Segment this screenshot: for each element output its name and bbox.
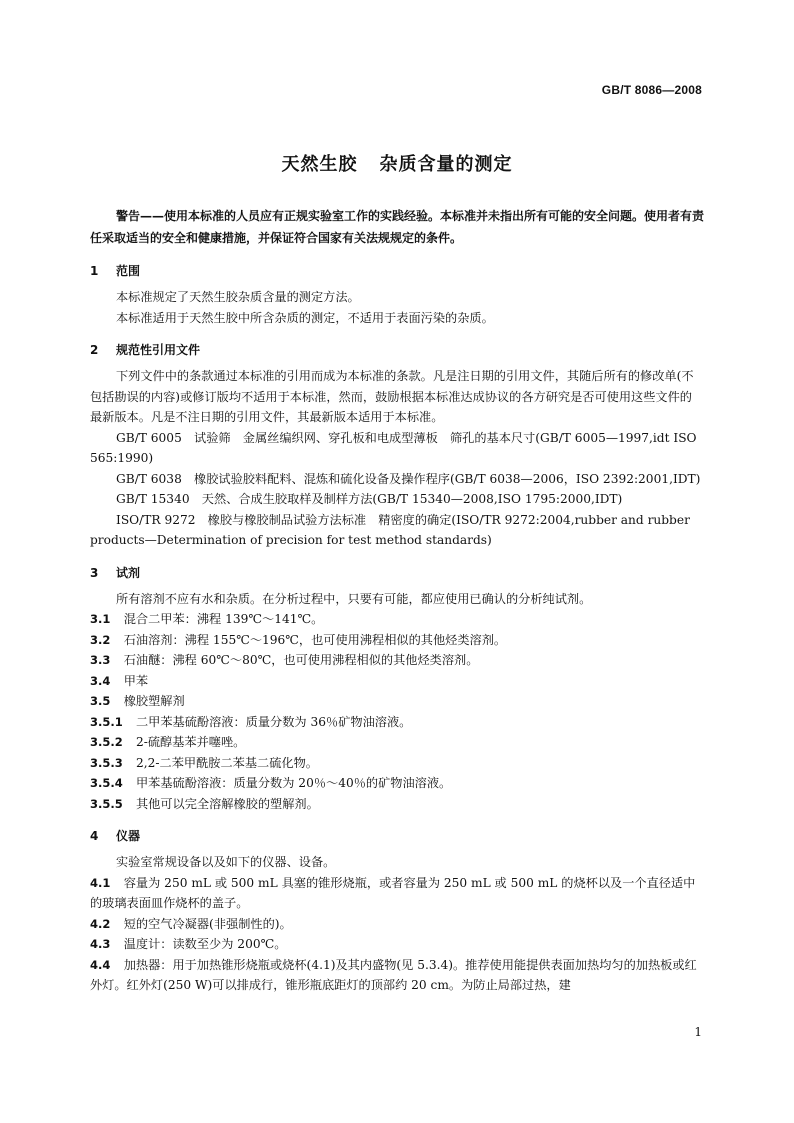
section-number: 1 [90, 264, 99, 278]
paragraph: 本标准适用于天然生胶中所含杂质的测定，不适用于表面污染的杂质。 [116, 310, 494, 325]
item-number: 4.4 [90, 957, 111, 972]
item-text: 混合二甲苯：沸程 139℃～141℃。 [123, 612, 324, 626]
list-item [90, 934, 704, 955]
reference-item: GB/T 15340 天然、合成生胶取样及制样方法(GB/T 15340—2008,ISO 1795:2000,IDT) [116, 492, 623, 506]
item-number: 3.3 [90, 653, 111, 667]
item-text: 加热器：用于加热锥形烧瓶或烧杯(4.1)及其内盛物(见 5.3.4)。推荐使用能提供表面加热均匀的加热板或红外灯。红外灯(250 W)可以排成行，锥形瓶底距灯的顶部约 20 cm。为防止局部过热，建 [90, 957, 697, 992]
item-text: 甲苯基硫酚溶液：质量分数为 20％～40％的矿物油溶液。 [136, 776, 452, 790]
item-text: 短的空气冷凝器(非强制性的)。 [123, 916, 292, 931]
reference-item: GB/T 6005 试验筛 金属丝编织网、穿孔板和电成型薄板 筛孔的基本尺寸(GB/T 6005—1997,idt ISO 565:1990) [90, 430, 697, 465]
item-text: 石油醚：沸程 60℃～80℃，也可使用沸程相似的其他烃类溶剂。 [123, 653, 479, 667]
item-text: 石油溶剂：沸程 155℃～196℃，也可使用沸程相似的其他烃类溶剂。 [123, 632, 507, 647]
list-item [90, 773, 704, 794]
item-number: 4.1 [90, 875, 111, 890]
paragraph: 本标准规定了天然生胶杂质含量的测定方法。 [116, 290, 360, 304]
item-number: 3.5.1 [90, 714, 123, 729]
section-number: 3 [90, 565, 99, 580]
item-text: 2,2-二苯甲酰胺二苯基二硫化物。 [136, 755, 318, 770]
section-heading-1 [90, 262, 704, 280]
list-item [90, 712, 704, 733]
section-title: 试剂 [116, 565, 141, 580]
document-body [90, 205, 704, 996]
item-number: 3.5.2 [90, 735, 123, 749]
item-number: 3.2 [90, 632, 111, 647]
title-part2: 杂质含量的测定 [379, 154, 513, 175]
section-title: 规范性引用文件 [116, 343, 201, 357]
item-number: 4.3 [90, 937, 111, 951]
item-number: 3.5 [90, 694, 111, 708]
section-number: 2 [90, 343, 99, 357]
section-number: 4 [90, 829, 99, 843]
paragraph: 实验室常规设备以及如下的仪器、设备。 [116, 855, 336, 869]
paragraph: 下列文件中的条款通过本标准的引用而成为本标准的条款。凡是注日期的引用文件，其随后所有的修改单(不包括勘误的内容)或修订版均不适用于本标准，然而，鼓励根据本标准达成协议的各方研究是否可使用这些文件的最新版本。凡是不注日期的引用文件，其最新版本适用于本标准。 [90, 369, 694, 424]
item-text: 其他可以完全溶解橡胶的塑解剂。 [136, 796, 319, 811]
section-title: 范围 [116, 264, 141, 278]
item-number: 3.5.4 [90, 776, 123, 790]
standard-number: GB/T 8086—2008 [601, 83, 702, 97]
section-title: 仪器 [116, 829, 141, 843]
list-item [90, 873, 704, 914]
list-item [90, 914, 704, 935]
item-text: 2-硫醇基苯并噻唑。 [136, 735, 246, 749]
reference-item: GB/T 6038 橡胶试验胶料配料、混炼和硫化设备及操作程序(GB/T 6038—2006，ISO 2392:2001,IDT) [116, 471, 701, 486]
reference-item: ISO/TR 9272 橡胶与橡胶制品试验方法标准 精密度的确定(ISO/TR 9272:2004,rubber and rubber products—Determination of precision for test method standards) [90, 512, 690, 547]
page-number: 1 [694, 1025, 702, 1039]
title-part1: 天然生胶 [281, 154, 358, 175]
list-item [90, 753, 704, 774]
paragraph: 所有溶剂不应有水和杂质。在分析过程中，只要有可能，都应使用已确认的分析纯试剂。 [116, 591, 592, 606]
page-title [0, 150, 794, 176]
item-number: 3.1 [90, 612, 111, 626]
item-number: 4.2 [90, 916, 111, 931]
section-heading-4 [90, 827, 704, 845]
list-item [90, 650, 704, 671]
item-text: 温度计：读数至少为 200℃。 [123, 937, 287, 951]
list-item [90, 630, 704, 651]
item-number: 3.5.3 [90, 755, 123, 770]
warning-text: 警告——使用本标准的人员应有正规实验室工作的实践经验。本标准并未指出所有可能的安全问题。使用者有责任采取适当的安全和健康措施，并保证符合国家有关法规规定的条件。 [90, 209, 705, 245]
item-number: 3.5.5 [90, 796, 123, 811]
list-item [90, 691, 704, 712]
item-text: 橡胶塑解剂 [123, 694, 185, 708]
item-text: 二甲苯基硫酚溶液：质量分数为 36％矿物油溶液。 [136, 714, 412, 729]
item-text: 容量为 250 mL 或 500 mL 具塞的锥形烧瓶，或者容量为 250 mL 或 500 mL 的烧杯以及一个直径适中的玻璃表面皿作烧杯的盖子。 [90, 875, 696, 910]
item-number: 3.4 [90, 673, 111, 688]
section-heading-3 [90, 564, 704, 582]
section-heading-2 [90, 341, 704, 359]
item-text: 甲苯 [123, 673, 149, 688]
list-item [90, 671, 704, 692]
list-item [90, 732, 704, 753]
list-item [90, 609, 704, 630]
list-item [90, 955, 704, 996]
list-item [90, 794, 704, 815]
